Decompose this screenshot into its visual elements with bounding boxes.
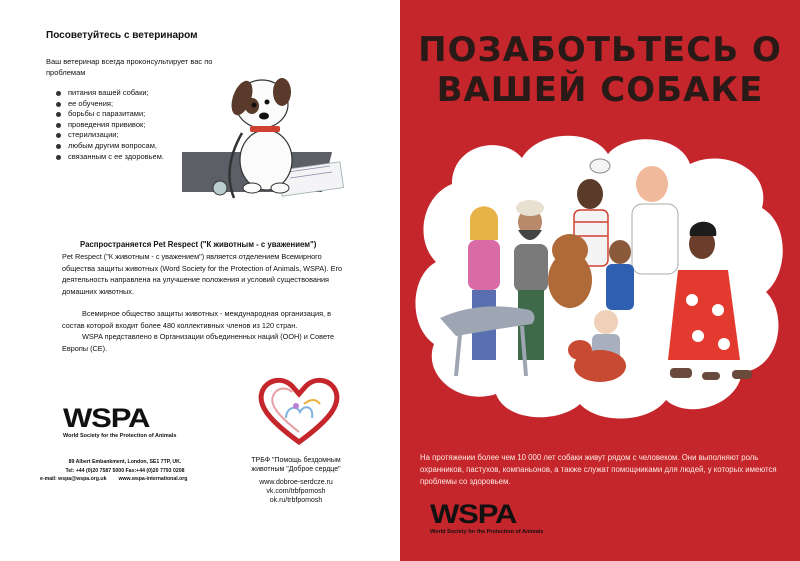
trbf-title: ТРБФ "Помощь бездомным животным "Доброе сердце" xyxy=(251,457,341,473)
list-item: ее обучения; xyxy=(56,99,164,110)
people-and-dogs-illustration xyxy=(420,140,780,395)
wspa-un-text: WSPA представлено в Организации объединенных наций (ООН) и Совете Европы (СЕ). xyxy=(62,332,335,353)
paw-bullet-icon xyxy=(56,123,61,128)
wspa-email: e-mail: wspa@wspa.org.uk xyxy=(40,476,107,482)
paw-bullet-icon xyxy=(56,112,61,117)
cover-body-text: На протяжении более чем 10 000 лет собаки живут рядом с человеком. Они выполняют роль охранников, пастухов, компаньонов, а также служат помощниками для людей, у которых имеются проблемы со здоровьем. xyxy=(420,453,777,486)
paw-bullet-icon xyxy=(56,91,61,96)
list-item: борьбы с паразитами; xyxy=(56,109,164,120)
list-item: проведения прививок; xyxy=(56,120,164,131)
wspa-phone: Tel: +44 (0)20 7587 5000 Fax:+44 (0)20 7793 0208 xyxy=(65,468,185,474)
list-item: связанным с ее здоровьем. xyxy=(56,152,164,163)
about-pet-respect-text: Pet Respect ("К животным - с уважением") является отделением Всемирного общества защиты животных (Word Society for the Protection of Animals, WSPA). Его деятельность направлена на улучшение положения и условий существования домашних животных. xyxy=(62,252,343,296)
dog-stethoscope-illustration xyxy=(182,48,362,208)
heart-logo-icon xyxy=(256,374,342,446)
vet-intro: Ваш ветеринар всегда проконсультирует вас по проблемам xyxy=(46,57,213,77)
list-item: стерилизации; xyxy=(56,130,164,141)
trbf-vk-link[interactable]: vk.com/trbfpomosh xyxy=(266,488,326,495)
list-item: питания вашей собаки; xyxy=(56,88,164,99)
paw-bullet-icon xyxy=(56,155,61,160)
about-wspa-text: Всемирное общество защиты животных - международная организация, в состав которой входит более 480 коллективных членов из 120 стран. xyxy=(62,309,331,330)
cover-panel xyxy=(400,0,800,561)
vet-heading: Посоветуйтесь с ветеринаром xyxy=(46,30,198,41)
wspa-website: www.wspa-international.org xyxy=(118,476,188,482)
paw-bullet-icon xyxy=(56,133,61,138)
wspa-logo: WSPA World Society for the Protection of Animals xyxy=(63,403,177,439)
cover-title: ПОЗАБОТЬТЕСЬ О ВАШЕЙ СОБАКЕ xyxy=(418,30,782,110)
list-item: любым другим вопросам, xyxy=(56,141,164,152)
paw-bullet-icon xyxy=(56,102,61,107)
paw-bullet-icon xyxy=(56,144,61,149)
distributor-heading: Распространяется Pet Respect ("К животным - с уважением") xyxy=(80,240,317,249)
trbf-ok-link[interactable]: ok.ru/trbfpomosh xyxy=(269,497,323,504)
wspa-logo: WSPA World Society for the Protection of Animals xyxy=(430,499,544,535)
trbf-links xyxy=(236,478,356,505)
trbf-website-link[interactable]: www.dobroe-serdcze.ru xyxy=(259,479,333,486)
wspa-contacts xyxy=(40,475,220,483)
wspa-address: 89 Albert Embankment, London, SE1 7TP, UK. xyxy=(68,459,182,465)
vet-list xyxy=(56,88,164,162)
